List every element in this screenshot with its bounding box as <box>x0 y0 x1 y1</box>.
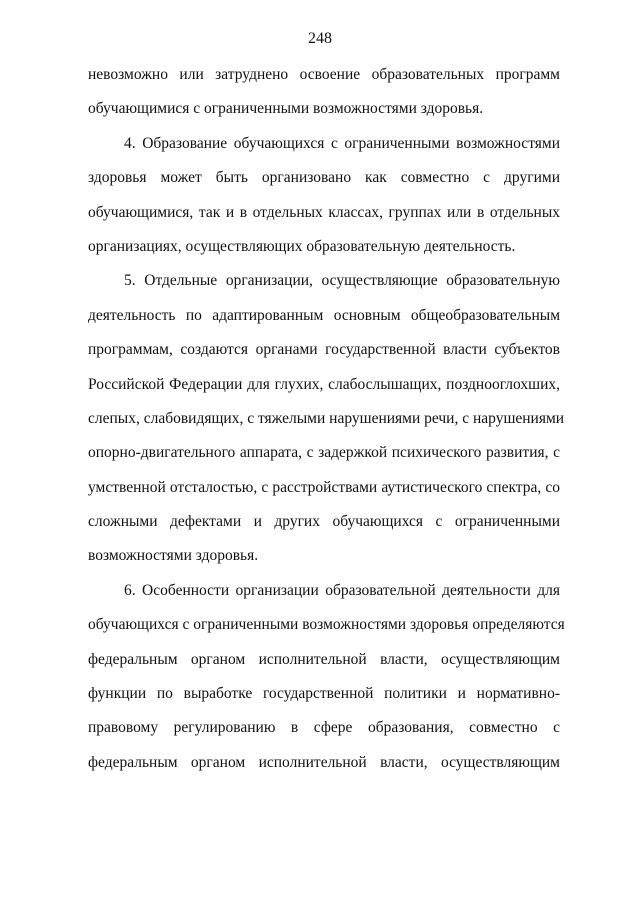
text-line: федеральным органом исполнительной власти, осуществляющим <box>88 753 560 771</box>
text-line: Российской Федерации для глухих, слабослышащих, позднооглохших, <box>88 375 560 393</box>
text-line: организациях, осуществляющих образовательную деятельность. <box>88 237 516 255</box>
paragraph-continuation <box>88 58 560 127</box>
page-number: 248 <box>308 30 332 47</box>
paragraph-item-4 <box>88 127 560 265</box>
text-line: обучающимися с ограниченными возможностями здоровья. <box>88 100 484 118</box>
document-body <box>88 58 565 780</box>
paragraph-item-5 <box>88 264 565 574</box>
text-line: опорно-двигательного аппарата, с задержкой психического развития, с <box>88 444 560 462</box>
text-line: умственной отсталостью, с расстройствами аутистического спектра, со <box>88 478 560 496</box>
text-line: 6. Особенности организации образовательной деятельности для <box>124 581 560 599</box>
text-line: программам, создаются органами государственной власти субъектов <box>88 341 560 359</box>
paragraph-item-6 <box>88 574 565 780</box>
text-line: обучающимися, так и в отдельных классах, группах или в отдельных <box>88 203 560 221</box>
text-line: возможностями здоровья. <box>88 547 259 565</box>
text-line: обучающихся с ограниченными возможностями здоровья определяются <box>88 616 565 634</box>
text-line: федеральным органом исполнительной власти, осуществляющим <box>88 650 560 668</box>
text-line: функции по выработке государственной политики и нормативно- <box>88 685 560 703</box>
text-line: слепых, слабовидящих, с тяжелыми нарушениями речи, с нарушениями <box>88 409 565 427</box>
text-line: невозможно или затруднено освоение образовательных программ <box>88 66 560 83</box>
text-line: 5. Отдельные организации, осуществляющие образовательную <box>124 272 560 290</box>
text-line: 4. Образование обучающихся с ограниченными возможностями <box>124 134 560 152</box>
text-line: здоровья может быть организовано как совместно с другими <box>88 169 560 187</box>
text-line: сложными дефектами и других обучающихся с ограниченными <box>88 513 560 531</box>
text-line: правовому регулированию в сфере образования, совместно с <box>88 719 560 737</box>
text-line: деятельность по адаптированным основным общеобразовательным <box>88 306 560 324</box>
